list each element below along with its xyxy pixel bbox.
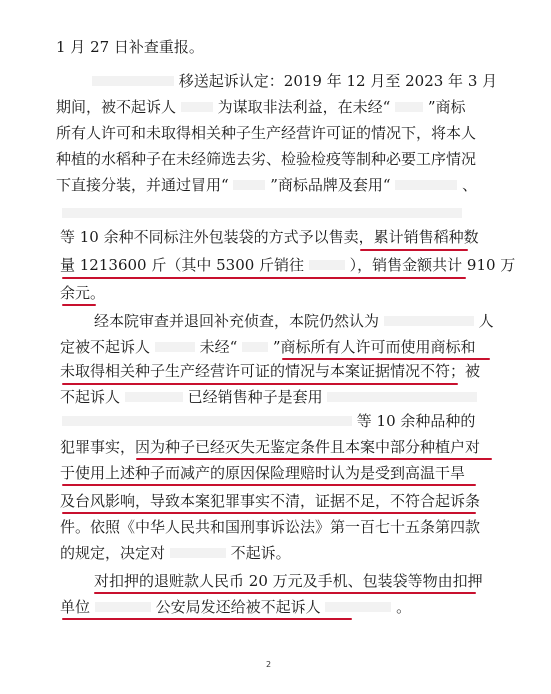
redaction-block	[327, 392, 477, 402]
text-line: 移送起诉认定：2019 年 12 月至 2023 年 3 月	[92, 72, 551, 90]
redaction-block	[395, 102, 423, 112]
text-line: 等 10 余种品种的	[62, 412, 551, 430]
text-line: 的规定，决定对 不起诉。	[60, 544, 291, 562]
redacted-line	[62, 204, 551, 222]
text-line: 经本院审查并退回补充侦查，本院仍然认为 人	[94, 312, 494, 330]
redaction-block	[125, 392, 183, 402]
text-line: 1 月 27 日补查重报。	[56, 38, 204, 56]
highlight-underline	[282, 358, 490, 360]
redaction-block	[155, 342, 195, 352]
text-line: 期间，被不起诉人 为谋取非法利益，在未经“ ”商标	[56, 98, 466, 116]
highlight-underline	[136, 458, 492, 460]
text-line: 件。依照《中华人民共和国刑事诉讼法》第一百七十五条第四款	[60, 518, 481, 536]
redaction-block	[242, 342, 268, 352]
highlight-underline	[94, 592, 476, 594]
text-line: 于使用上述种子而减产的原因保险理赔时认为是受到高温干旱	[60, 464, 466, 482]
text-line: 所有人许可和未取得相关种子生产经营许可证的情况下，将本人	[56, 124, 477, 142]
redaction-block	[309, 260, 345, 270]
redaction-block	[95, 602, 151, 612]
redaction-block	[395, 180, 457, 190]
text-line: 及台风影响，导致本案犯罪事实不清，证据不足，不符合起诉条	[60, 492, 481, 510]
highlight-underline	[62, 484, 476, 486]
redaction-block	[62, 416, 352, 426]
redaction-block	[92, 76, 174, 86]
redaction-block	[233, 180, 265, 190]
redaction-block	[325, 602, 391, 612]
highlight-underline	[360, 249, 468, 251]
highlight-underline	[62, 277, 466, 279]
highlight-underline	[62, 512, 476, 514]
redaction-block	[384, 316, 474, 326]
text-line: 等 10 余种不同标注外包装袋的方式予以售卖，累计销售稻种数	[60, 228, 479, 246]
highlight-underline	[62, 618, 352, 620]
redaction-block	[62, 208, 462, 218]
highlight-underline	[62, 304, 96, 306]
highlight-underline	[62, 383, 458, 385]
text-line: 种植的水稻种子在未经筛选去劣、检验检疫等制种必要工序情况	[56, 150, 477, 168]
text-line: 定被不起诉人 未经“ ”商标所有人许可而使用商标和	[60, 338, 476, 356]
text-line: 犯罪事实，因为种子已经灭失无鉴定条件且本案中部分种植户对	[60, 438, 481, 456]
page-number: 2	[266, 660, 272, 669]
text-line: 量 1213600 斤（其中 5300 斤销往 ），销售金额共计 910 万	[60, 256, 516, 274]
text-line: 下直接分装，并通过冒用“ ”商标品牌及套用“ 、	[56, 176, 478, 194]
text-line: 单位 公安局发还给被不起诉人 。	[60, 598, 412, 616]
text-line: 余元。	[60, 284, 106, 302]
text-line: 不起诉人 已经销售种子是套用	[60, 388, 551, 406]
redaction-block	[170, 548, 226, 558]
text-line: 未取得相关种子生产经营许可证的情况与本案证据情况不符；被	[60, 362, 481, 380]
text-line: 对扣押的退赃款人民币 20 万元及手机、包装袋等物由扣押	[94, 572, 483, 590]
redaction-block	[181, 102, 213, 112]
